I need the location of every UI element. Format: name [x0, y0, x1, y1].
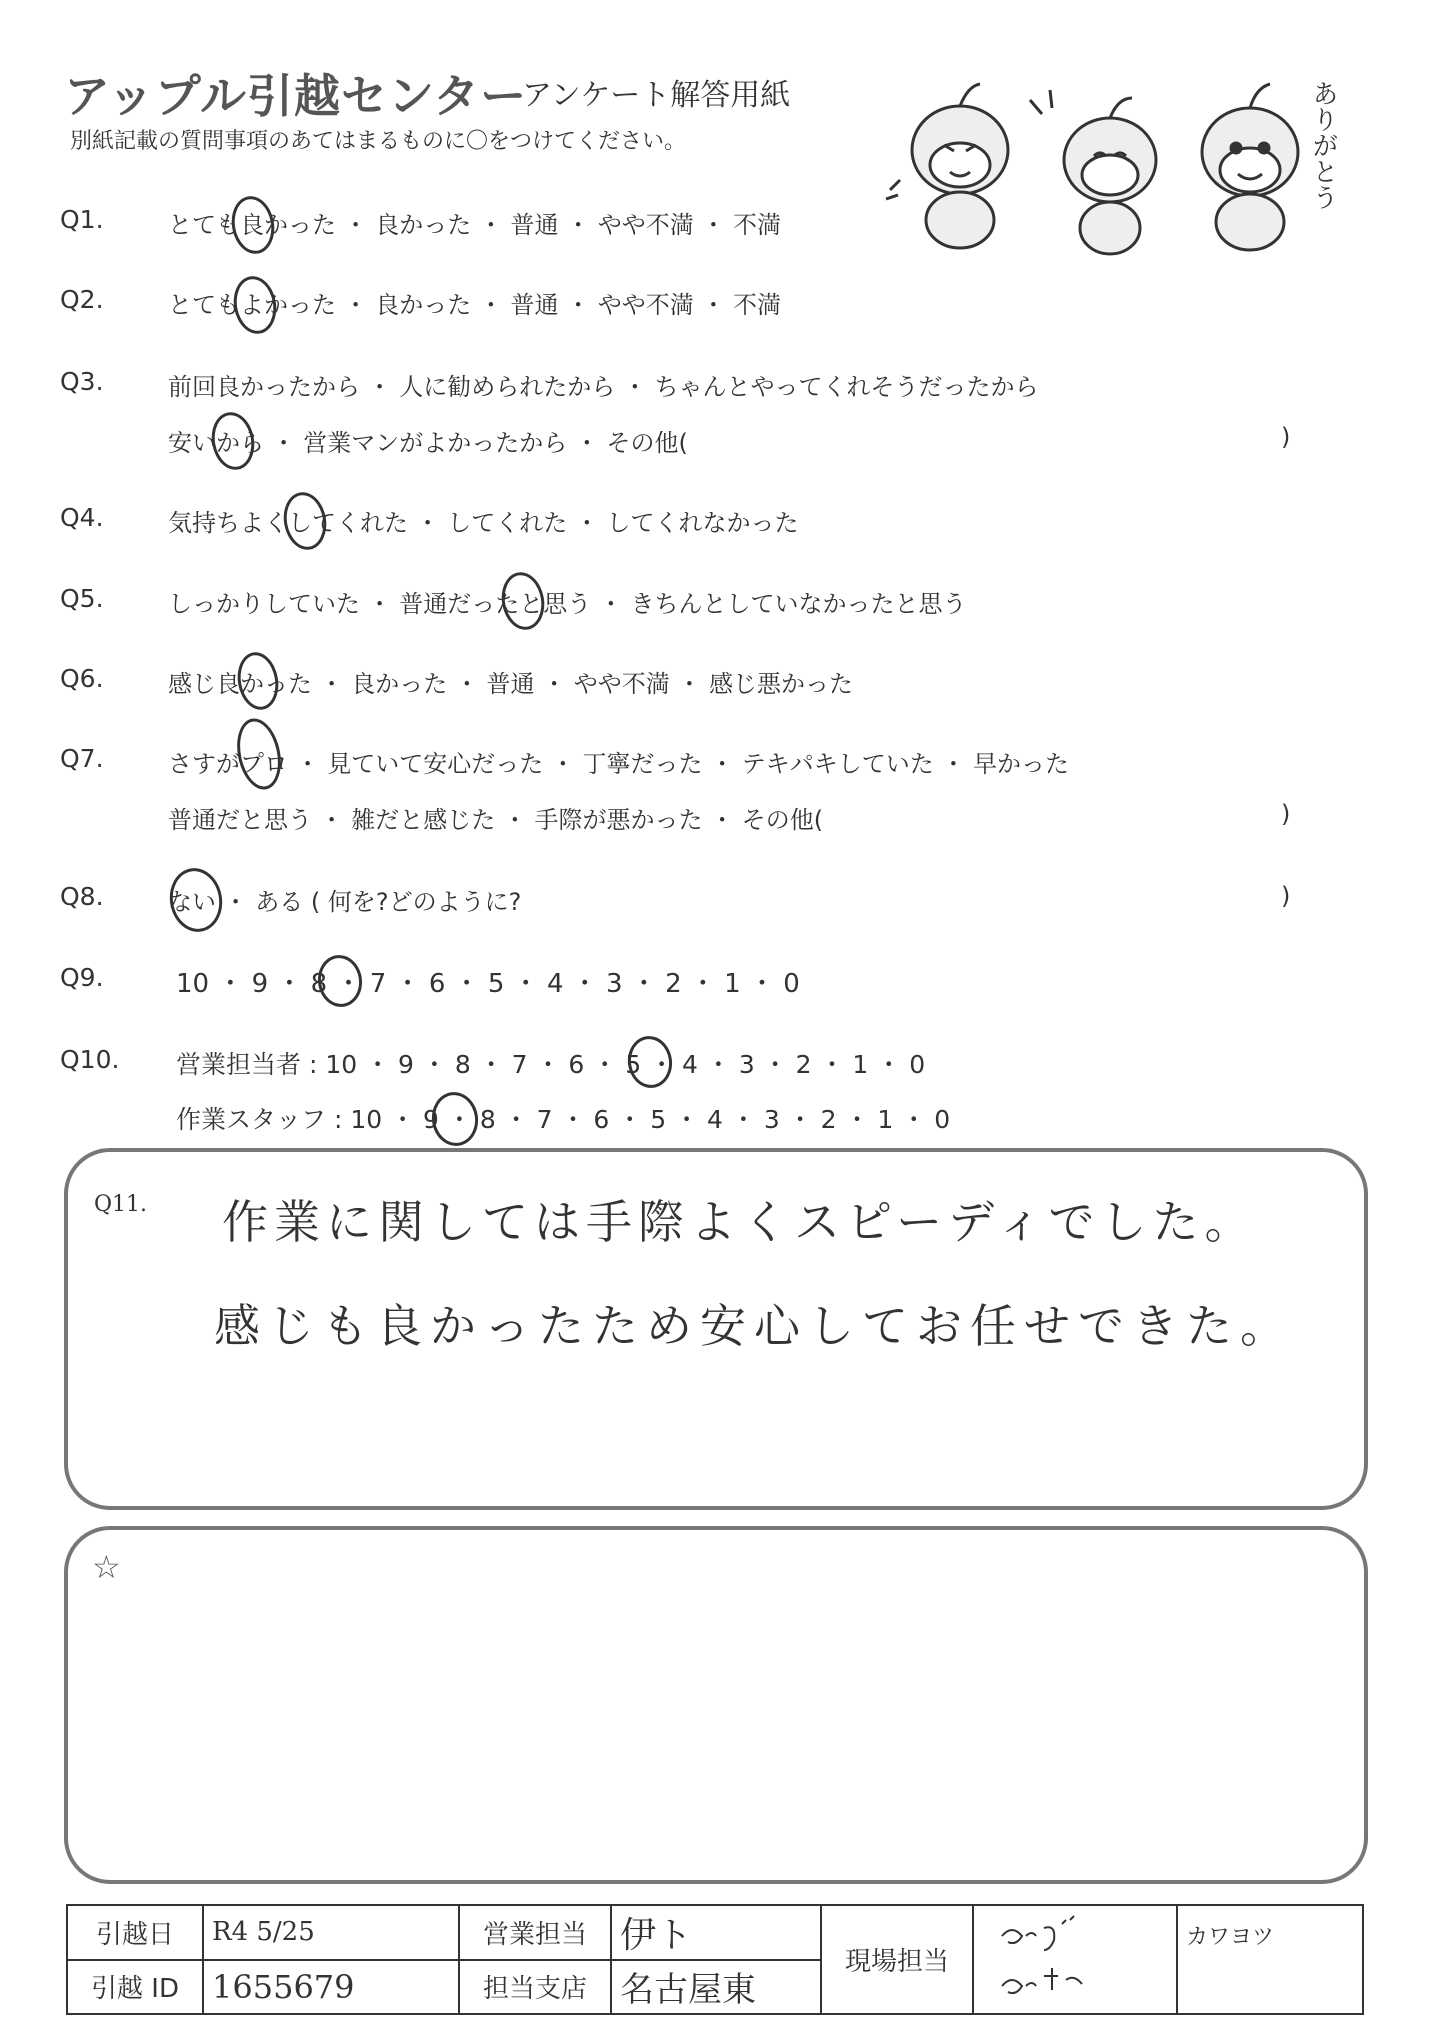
star-icon: ☆	[92, 1548, 121, 1586]
q8-label: Q8.	[60, 882, 104, 911]
answer-circle-q10-staff	[428, 1089, 481, 1149]
q2-options: とてもよかった ・ 良かった ・ 普通 ・ やや不満 ・ 不満	[168, 291, 782, 319]
q3-close-paren: )	[1281, 423, 1291, 451]
q3-options-line1: 前回良かったから ・ 人に勧められたから ・ ちゃんとやってくれそうだったから	[168, 373, 1039, 401]
q6-options: 感じ良かった ・ 良かった ・ 普通 ・ やや不満 ・ 感じ悪かった	[168, 670, 854, 698]
branch-label: 担当支店	[459, 1960, 611, 2015]
q7-close-paren: )	[1281, 800, 1291, 828]
q8-options: ない ・ ある ( 何を?どのように?	[168, 888, 522, 916]
answer-circle-q10-sales	[625, 1033, 676, 1091]
answer-circle-q9	[315, 952, 366, 1010]
footer-info-table	[66, 1904, 1364, 2015]
q7-options-line2: 普通だと思う ・ 雑だと感じた ・ 手際が悪かった ・ その他(	[168, 806, 824, 834]
form-subtitle: アンケート解答用紙	[522, 78, 791, 113]
q3-label: Q3.	[60, 367, 104, 396]
site-label: 現場担当	[821, 1905, 973, 2014]
q6-label: Q6.	[60, 664, 104, 693]
q4-label: Q4.	[60, 503, 104, 532]
q10-staff-scale: 作業スタッフ : 10 ・ 9 ・ 8 ・ 7 ・ 6 ・ 5 ・ 4 ・ 3 ・ 2 ・ 1 ・ 0	[176, 1105, 951, 1134]
q10-label: Q10.	[60, 1045, 120, 1074]
q5-options: しっかりしていた ・ 普通だったと思う ・ きちんとしていなかったと思う	[168, 590, 967, 618]
answer-circle-q3	[207, 409, 258, 473]
site-staff-signatures	[973, 1905, 1177, 2014]
thanks-text: ありがとう	[1308, 80, 1338, 210]
q1-label: Q1.	[60, 205, 104, 234]
q11-label: Q11.	[94, 1192, 148, 1217]
move-date-value: R4 5/25	[203, 1905, 459, 1960]
q10-sales-scale: 営業担当者 : 10 ・ 9 ・ 8 ・ 7 ・ 6 ・ 5 ・ 4 ・ 3 ・ 2 ・ 1 ・ 0	[176, 1050, 926, 1079]
move-id-value: 1655679	[203, 1960, 459, 2015]
answer-circle-q2	[229, 273, 280, 337]
sales-label: 営業担当	[459, 1905, 611, 1960]
q9-scale: 10 ・ 9 ・ 8 ・ 7 ・ 6 ・ 5 ・ 4 ・ 3 ・ 2 ・ 1 ・ 0	[176, 969, 800, 999]
q1-options: とても良かった ・ 良かった ・ 普通 ・ やや不満 ・ 不満	[168, 211, 782, 239]
q2-label: Q2.	[60, 285, 104, 314]
q11-comment-line1: 作業に関しては手際よくスピーディでした。	[222, 1195, 1257, 1249]
q3-options-line2: 安いから ・ 営業マンがよかったから ・ その他(	[168, 429, 688, 457]
q7-label: Q7.	[60, 744, 104, 773]
brand-title: アップル引越センター	[64, 69, 528, 123]
branch-value: 名古屋東	[611, 1960, 821, 2015]
move-date-label: 引越日	[67, 1905, 203, 1960]
sales-value: 伊ト	[611, 1905, 821, 1960]
q9-label: Q9.	[60, 963, 104, 992]
q4-options: 気持ちよくしてくれた ・ してくれた ・ してくれなかった	[168, 509, 799, 537]
answer-circle-q1	[227, 193, 278, 257]
q5-label: Q5.	[60, 584, 104, 613]
answer-circle-q7	[231, 714, 287, 793]
answer-circle-q5	[497, 569, 548, 633]
q11-comment-line2: 感じも良かったため安心してお任せできた。	[214, 1299, 1294, 1353]
instruction-text: 別紙記載の質問事項のあてはまるものに〇をつけてください。	[70, 129, 687, 154]
move-id-label: 引越 ID	[67, 1960, 203, 2015]
signature-icon	[982, 1906, 1152, 2006]
answer-circle-q8	[165, 864, 227, 936]
q7-options-line1: さすがプロ ・ 見ていて安心だった ・ 丁寧だった ・ テキパキしていた ・ 早かった	[168, 750, 1070, 778]
answer-circle-q6	[233, 649, 282, 713]
answer-circle-q4	[279, 489, 330, 553]
site-staff-name: カワヨツ	[1177, 1905, 1363, 2014]
free-comment-box	[64, 1526, 1368, 1884]
monkey-mascot-icon	[880, 60, 1340, 270]
q8-close-paren: )	[1281, 882, 1291, 910]
